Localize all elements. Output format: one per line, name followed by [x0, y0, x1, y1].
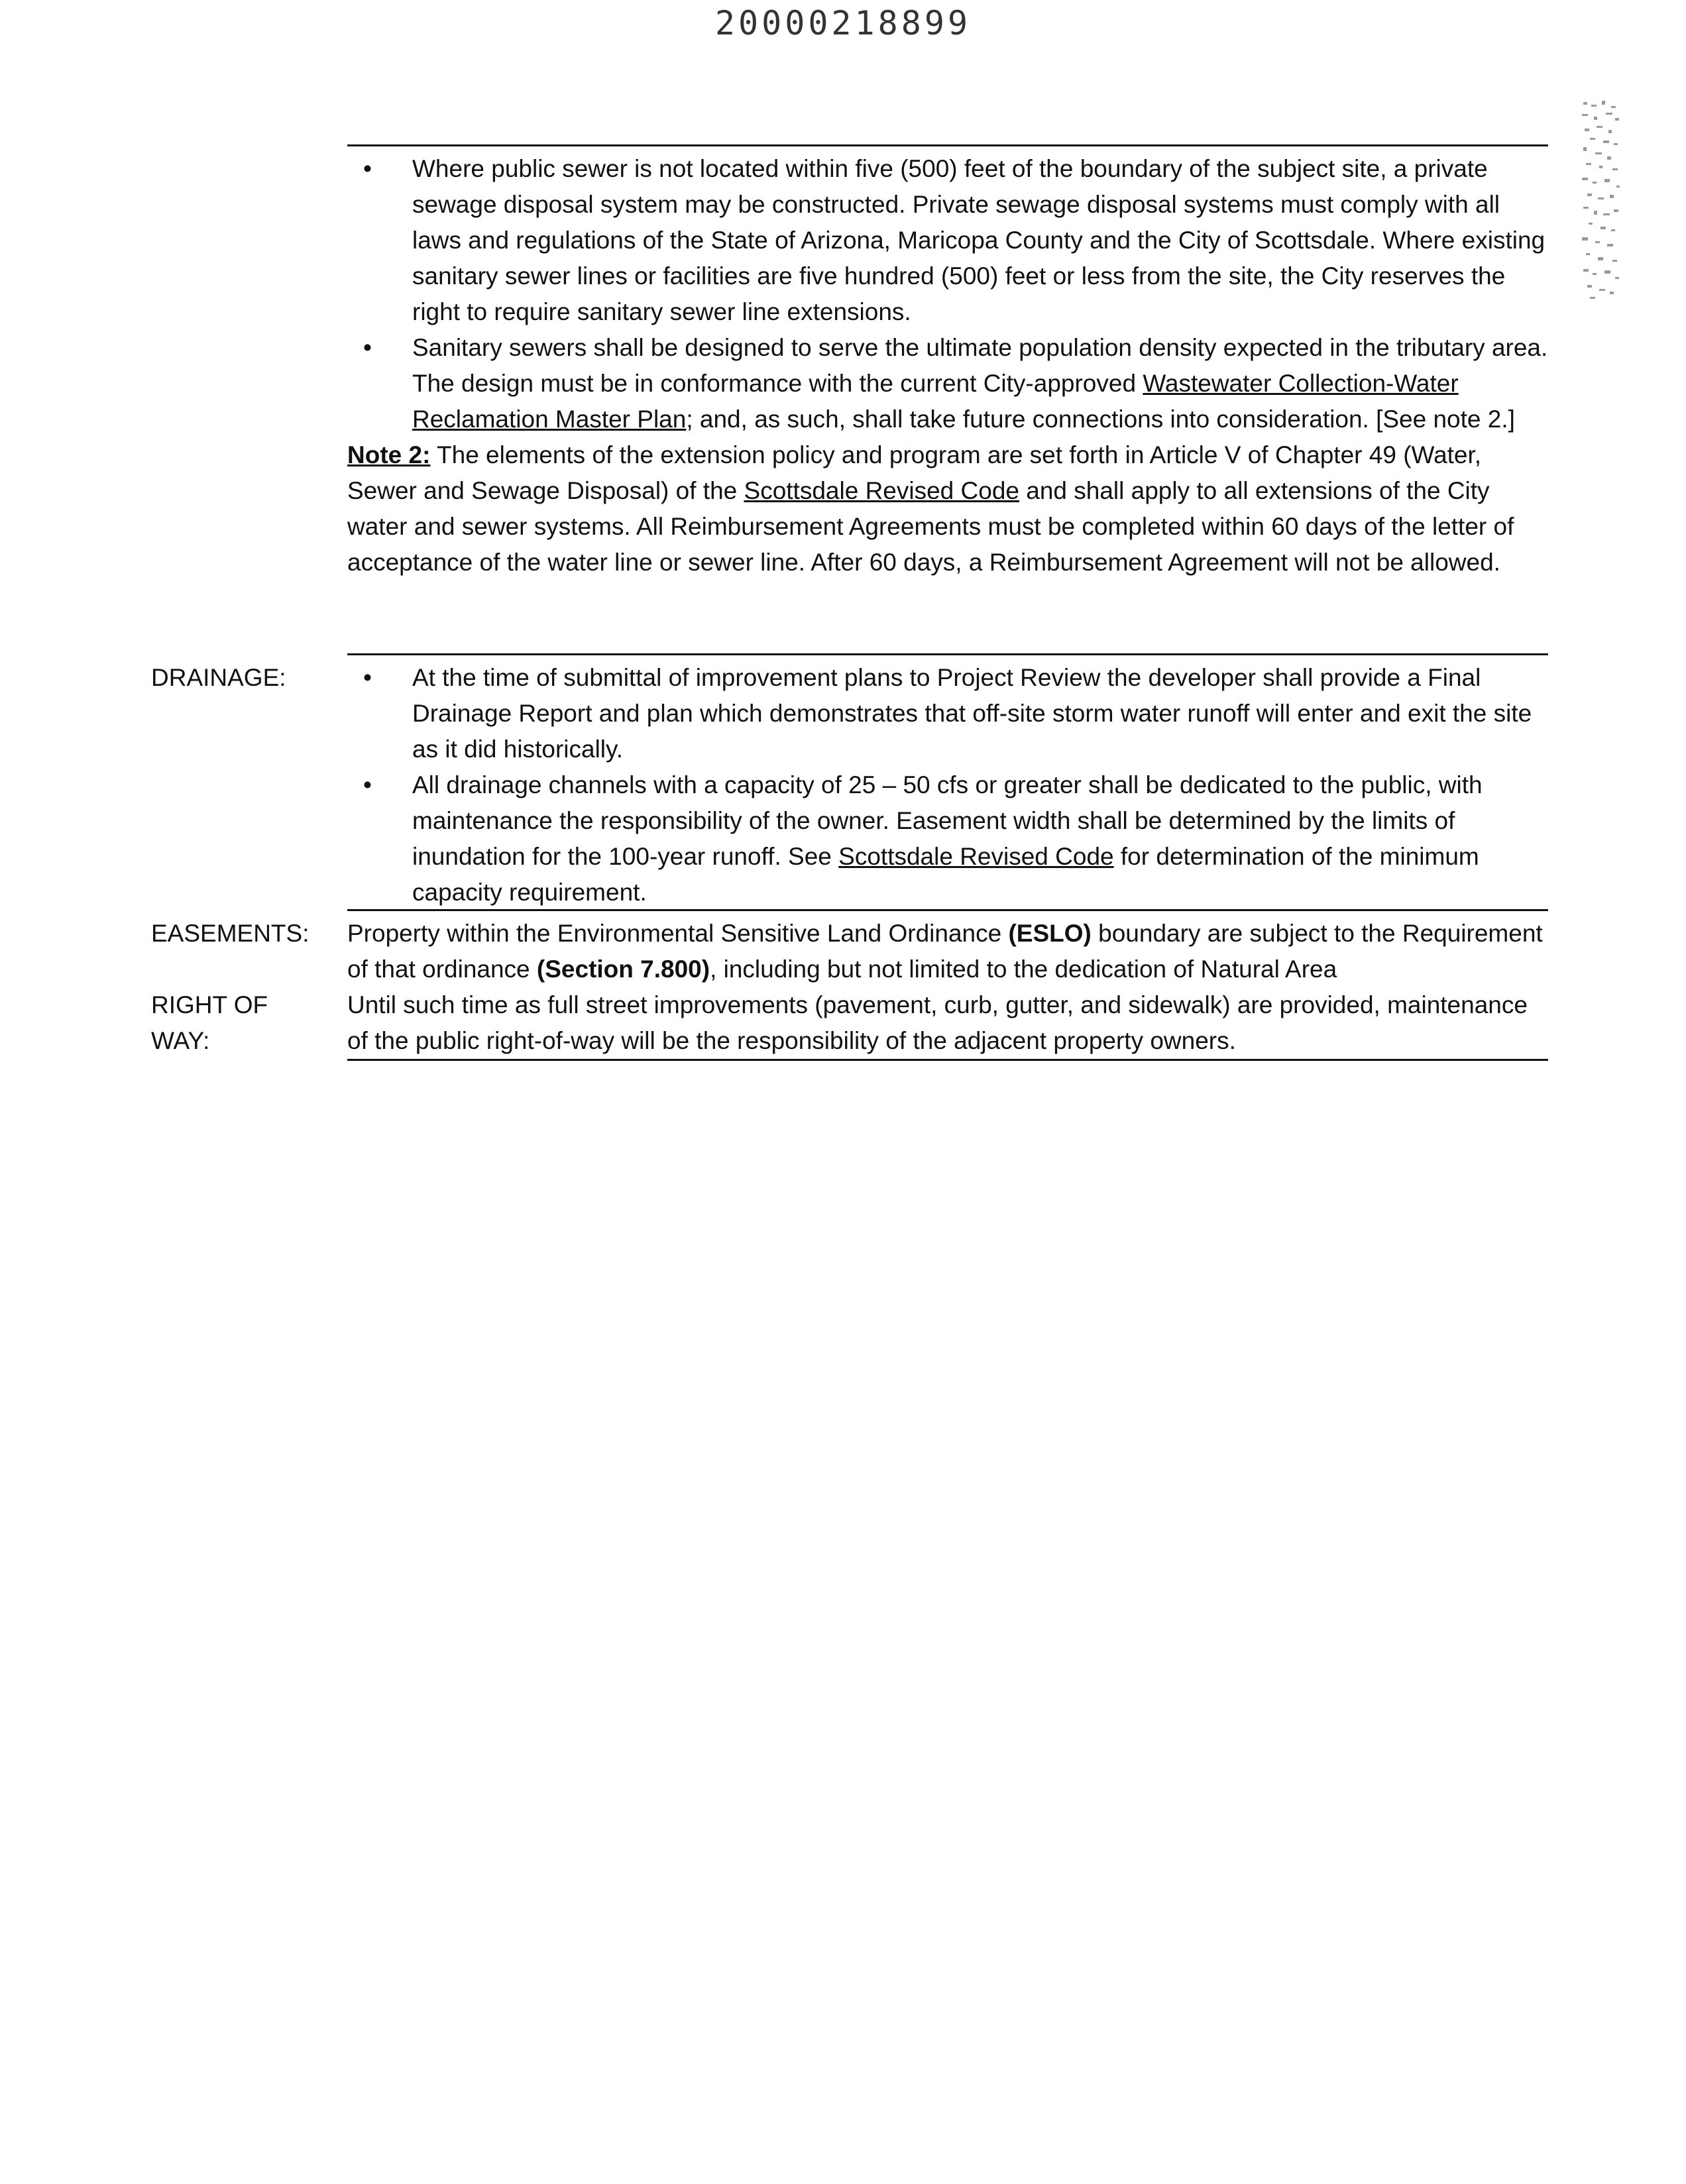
bullet-icon: • [363, 664, 372, 691]
right-of-way-section [347, 987, 1548, 1059]
drainage-bullet-text: for determination of the minimum capacity requirement. [412, 843, 1479, 906]
drainage-top-rule [347, 653, 1548, 655]
sewer-bullet-list [347, 151, 1548, 437]
list-item [347, 151, 1548, 330]
document-number: 20000218899 [714, 4, 972, 42]
section-reference: (Section 7.800) [536, 956, 710, 983]
drainage-section [347, 660, 1548, 910]
drainage-bullet-text: All drainage channels with a capacity of 25 – 50 cfs or greater shall be dedicated to the public, with maintenance the responsibility of the owner. Easement width shall be determined by the limits of inundation for the 100-year runoff. See [412, 771, 1483, 870]
bullet-icon: • [363, 155, 372, 182]
note-text: The elements of the extension policy and program are set forth in Article V of Chapter 49 (Water, Sewer and Sewage Disposal) of the [347, 441, 1482, 504]
bottom-rule [347, 1059, 1548, 1061]
sewer-section [347, 151, 1548, 580]
easements-label: EASEMENTS: [151, 920, 309, 947]
drainage-bullet-text: At the time of submittal of improvement plans to Project Review the developer shall provide a Final Drainage Report and plan which demonstrates that off-site storm water runoff will enter and exit the site as it did historically. [412, 664, 1532, 763]
right-of-way-text: Until such time as full street improvements (pavement, curb, gutter, and sidewalk) are provided, maintenance of the public right-of-way will be the responsibility of the adjacent property owners. [347, 991, 1528, 1054]
eslo-term: (ESLO) [1008, 920, 1092, 947]
sewer-bullet-text: ; and, as such, shall take future connections into consideration. [See note 2.] [686, 406, 1515, 433]
sewer-bullet-text: Where public sewer is not located within five (500) feet of the boundary of the subject site, a private sewage disposal system may be constructed. Private sewage disposal systems must comply with all laws and regulations of the State of Arizona, Maricopa County and the City of Scottsdale. Where existing sanitary sewer lines or facilities are five hundred (500) feet or less from the site, the City reserves the right to require sanitary sewer line extensions. [412, 155, 1546, 325]
note-label: Note 2: [347, 441, 431, 468]
note-text: and shall apply to all extensions of the City water and sewer systems. All Reimbursement Agreements must be completed within 60 days of the letter of acceptance of the water line or sewer line. After 60 days, a Reimbursement Agreement will not be allowed. [347, 477, 1514, 576]
scan-stamp-mark [1581, 99, 1622, 301]
right-of-way-label-line: RIGHT OF [151, 991, 268, 1018]
list-item [347, 767, 1548, 910]
revised-code-reference: Scottsdale Revised Code [838, 843, 1114, 870]
easements-text-part: Property within the Environmental Sensitive Land Ordinance [347, 920, 1009, 947]
list-item [347, 660, 1548, 767]
sewer-bullet-text: Sanitary sewers shall be designed to serve the ultimate population density expected in the tributary area. The design must be in conformance with the current City-approved [412, 334, 1548, 397]
note-2-paragraph [347, 437, 1548, 580]
master-plan-reference: Wastewater Collection-Water Reclamation Master Plan [412, 370, 1459, 433]
easements-section [347, 916, 1548, 987]
revised-code-reference: Scottsdale Revised Code [744, 477, 1019, 504]
drainage-label: DRAINAGE: [151, 664, 286, 691]
bullet-icon: • [363, 771, 372, 798]
right-of-way-label [151, 987, 268, 1059]
list-item [347, 330, 1548, 437]
bullet-icon: • [363, 334, 372, 361]
easements-text-part: boundary are subject to the Requirement of that ordinance [347, 920, 1543, 983]
easements-text [347, 916, 1548, 987]
easements-top-rule [347, 909, 1548, 911]
right-of-way-label-line: WAY: [151, 1027, 210, 1054]
top-rule [347, 144, 1548, 146]
easements-text-part: , including but not limited to the dedication of Natural Area [710, 956, 1337, 983]
drainage-bullet-list [347, 660, 1548, 910]
